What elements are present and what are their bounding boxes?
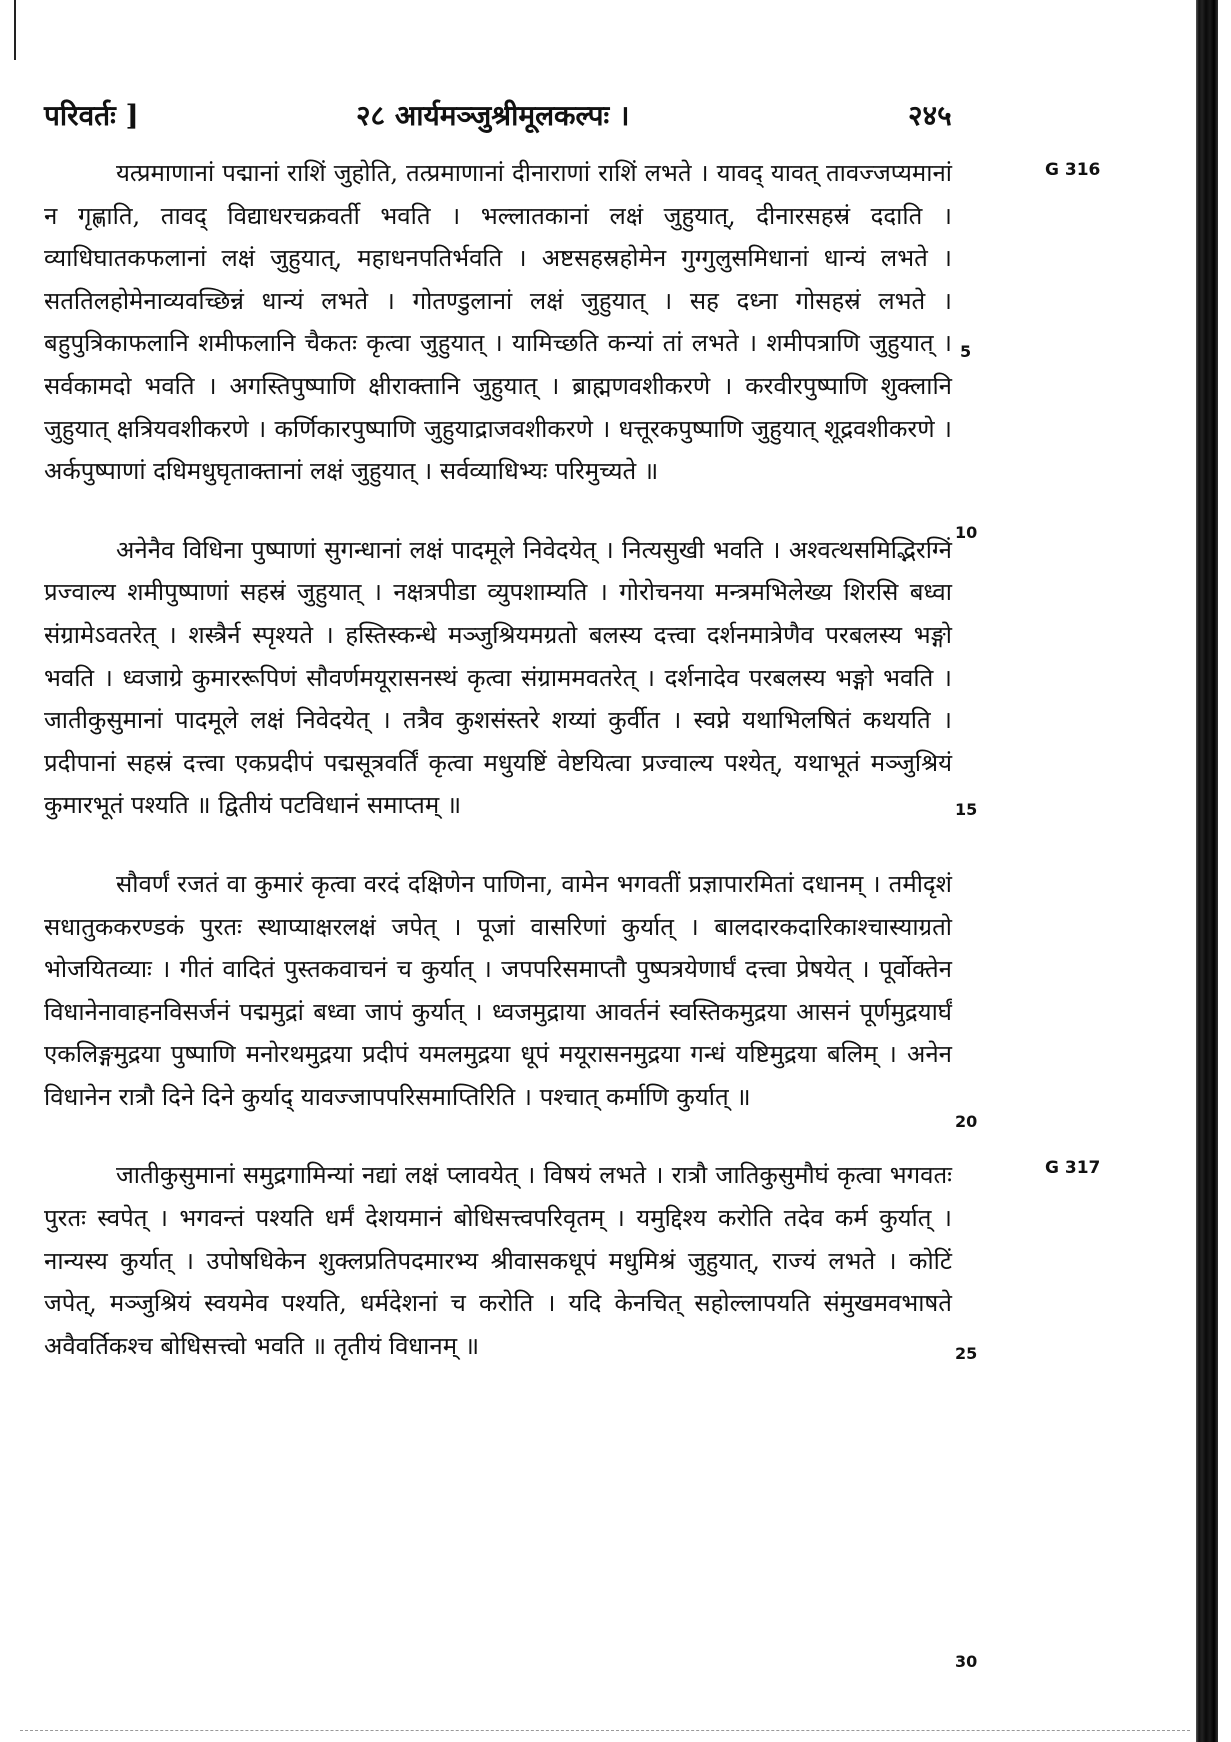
line-number: 20: [955, 1112, 978, 1131]
margin-reference: G 316: [1045, 160, 1101, 180]
line-number: 15: [955, 800, 978, 819]
paragraph: यत्प्रमाणानां पद्मानां राशिं जुहोति, तत्प्रमाणानां दीनाराणां राशिं लभते । यावद् यावत् तावज्जप्यमानां न गृह्णाति, तावद् विद्याधरचक्रवर्ती भवति । भल्लातकानां लक्षं जुहुयात्, दीनारसहस्रं ददाति । व्याधिघातकफलानां लक्षं जुहुयात्, महाधनपतिर्भवति । अष्टसहस्रहोमेन गुग्गुलुसमिधानां धान्यं लभते । सततिलहोमेनाव्यवच्छिन्नं धान्यं लभते । गोतण्डुलानां लक्षं जुहुयात् । सह दध्ना गोसहस्रं लभते । बहुपुत्रिकाफलानि शमीफलानि चैकतः कृत्वा जुहुयात् । यामिच्छति कन्यां तां लभते । शमीपत्राणि जुहुयात् । सर्वकामदो भवति । अगस्तिपुष्पाणि क्षीराक्तानि जुहुयात् । ब्राह्मणवशीकरणे । करवीरपुष्पाणि शुक्लानि जुहुयात् क्षत्रियवशीकरणे । कर्णिकारपुष्पाणि जुहुयाद्राजवशीकरणे । धत्तूरकपुष्पाणि जुहुयात् शूद्रवशीकरणे । अर्कपुष्पाणां दधिमधुघृताक्तानां लक्षं जुहुयात् । सर्वव्याधिभ्यः परिमुच्यते ॥: [44, 159, 952, 486]
line-number: 10: [955, 523, 978, 542]
paragraph: अनेनैव विधिना पुष्पाणां सुगन्धानां लक्षं पादमूले निवेदयेत् । नित्यसुखी भवति । अश्वत्थसमिद्भिरग्निं प्रज्वाल्य शमीपुष्पाणां सहस्रं जुहुयात् । नक्षत्रपीडा व्युपशाम्यति । गोरोचनया मन्त्रमभिलेख्य शिरसि बध्वा संग्रामेऽवतरेत् । शस्त्रैर्न स्पृश्यते । हस्तिस्कन्धे मञ्जुश्रियमग्रतो बलस्य दत्त्वा दर्शनमात्रेणैव परबलस्य भङ्गो भवति । ध्वजाग्रे कुमाररूपिणं सौवर्णमयूरासनस्थं कृत्वा संग्राममवतरेत् । दर्शनादेव परबलस्य भङ्गो भवति । जातीकुसुमानां पादमूले लक्षं निवेदयेत् । तत्रैव कुशसंस्तरे शय्यां कुर्वीत । स्वप्ने यथाभिलषितं कथयति । प्रदीपानां सहस्रं दत्त्वा एकप्रदीपं पद्मसूत्रवर्तिं कृत्वा मधुयष्टिं वेष्टयित्वा प्रज्वाल्य पश्येत्, यथाभूतं मञ्जुश्रियं कुमारभूतं पश्यति ॥ द्वितीयं पटविधानं समाप्तम् ॥: [44, 535, 952, 820]
page-number: २४५: [908, 99, 952, 132]
line-number: 25: [955, 1344, 978, 1363]
running-header-left: परिवर्तः ]: [44, 99, 139, 132]
line-number: 5: [960, 342, 972, 361]
line-number: 30: [955, 1652, 978, 1671]
paragraph: जातीकुसुमानां समुद्रगामिन्यां नद्यां लक्षं प्लावयेत् । विषयं लभते । रात्रौ जातिकुसुमौघं कृत्वा भगवतः पुरतः स्वपेत् । भगवन्तं पश्यति धर्मं देशयमानं बोधिसत्त्वपरिवृतम् । यमुद्दिश्य करोति तदेव कर्म कुर्यात् । नान्यस्य कुर्यात् । उपोषधिकेन शुक्लप्रतिपदमारभ्य श्रीवासकधूपं मधुमिश्रं जुहुयात्, राज्यं लभते । कोटिं जपेत्, मञ्जुश्रियं स्वयमेव पश्यति, धर्मदेशनां च करोति । यदि केनचित् सहोल्लापयति संमुखमवभाषते अवैवर्तिकश्च बोधिसत्त्वो भवति ॥ तृतीयं विधानम् ॥: [44, 1161, 952, 1360]
running-header-title: २८ आर्यमञ्जुश्रीमूलकल्पः ।: [356, 99, 630, 132]
body-text: [44, 152, 952, 1367]
paragraph: सौवर्णं रजतं वा कुमारं कृत्वा वरदं दक्षिणेन पाणिना, वामेन भगवतीं प्रज्ञापारमितां दधानम् । तमीदृशं सधातुककरण्डकं पुरतः स्थाप्याक्षरलक्षं जपेत् । पूजां वासरिणां कुर्यात् । बालदारकदारिकाश्चास्याग्रतो भोजयितव्याः । गीतं वादितं पुस्तकवाचनं च कुर्यात् । जपपरिसमाप्तौ पुष्पत्रयेणार्घं दत्त्वा प्रेषयेत् । पूर्वोक्तेन विधानेनावाहनविसर्जनं पद्ममुद्रां बध्वा जापं कुर्यात् । ध्वजमुद्राया आवर्तनं स्वस्तिकमुद्रया आसनं पूर्णमुद्रयार्घं एकलिङ्गमुद्रया पुष्पाणि मनोरथमुद्रया प्रदीपं यमलमुद्रया धूपं मयूरासनमुद्रया गन्धं यष्टिमुद्रया बलिम् । अनेन विधानेन रात्रौ दिने दिने कुर्याद् यावज्जापपरिसमाप्तिरिति । पश्चात् कर्माणि कुर्यात् ॥: [44, 869, 952, 1111]
scan-edge-left: [14, 0, 16, 60]
scan-binding-edge: [1196, 0, 1218, 1742]
scan-edge-bottom: [20, 1730, 1190, 1731]
margin-reference: G 317: [1045, 1158, 1101, 1178]
